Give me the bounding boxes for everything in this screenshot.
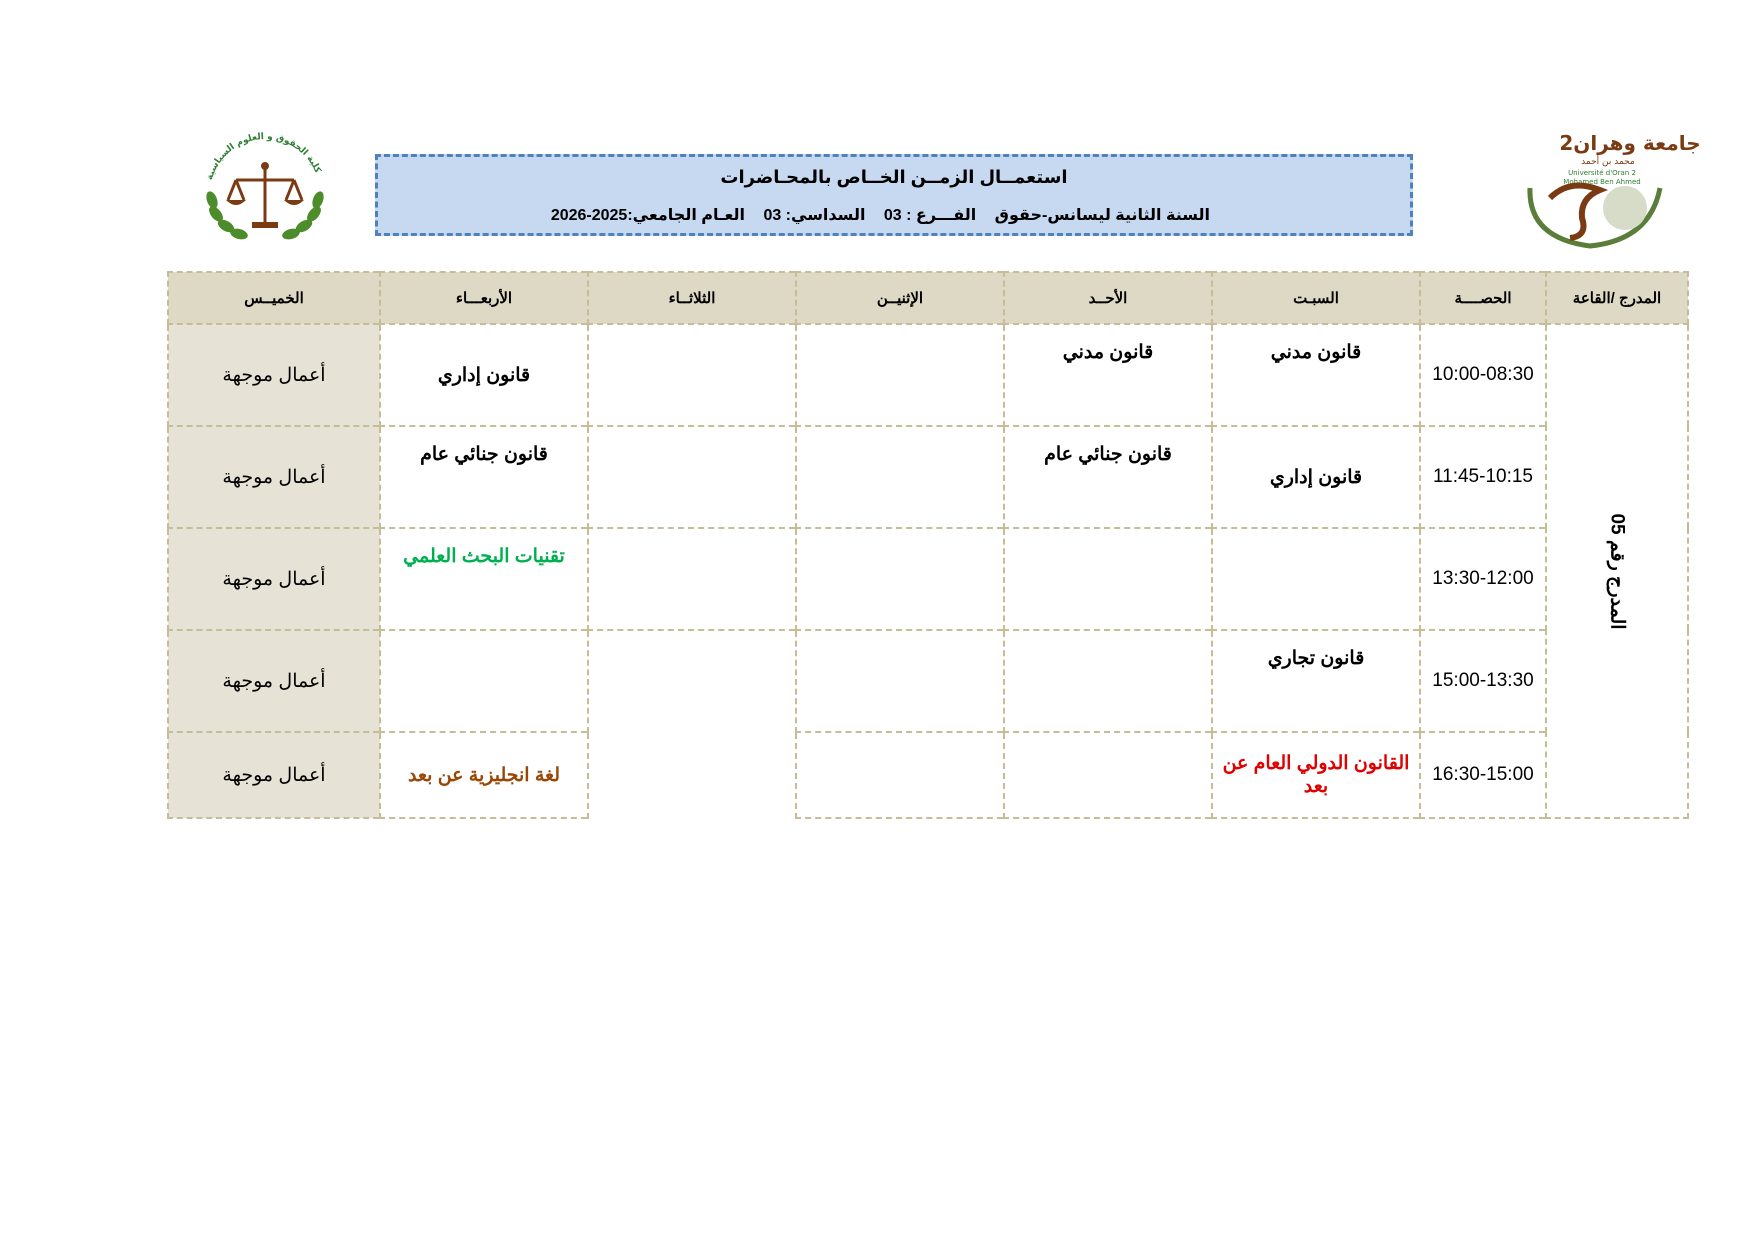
academic-year-label: العـام الجامعي:2025-2026 [550,207,745,224]
wednesday-cell: قانون جنائي عام [380,426,588,528]
hall-cell [1546,324,1688,818]
university-logo-subcaption: محمد بن أحمد [1581,157,1635,167]
thursday-cell: أعمال موجهة [168,426,380,528]
saturday-cell: القانون الدولي العام عن بعد [1212,732,1420,818]
col-sunday: الأحــد [1004,272,1212,324]
sunday-cell [1004,528,1212,630]
saturday-cell: قانون تجاري [1212,630,1420,732]
col-period: الحصــــة [1420,272,1546,324]
sunday-cell: قانون جنائي عام [1004,426,1212,528]
col-hall: المدرج /القاعة [1546,272,1688,324]
faculty-logo-caption: كلية الحقوق و العلوم السياسية [204,131,323,182]
wednesday-cell: قانون إداري [380,324,588,426]
period-cell: 11:45-10:15 [1420,426,1546,528]
tuesday-cell [588,426,796,528]
thursday-cell: أعمال موجهة [168,630,380,732]
saturday-cell [1212,528,1420,630]
level-label: السنة الثانية ليسانس-حقوق [994,207,1210,224]
wednesday-cell: لغة انجليزية عن بعد [380,732,588,818]
saturday-cell: قانون مدني [1212,324,1420,426]
sunday-cell: قانون مدني [1004,324,1212,426]
timetable [167,271,1689,819]
period-cell: 10:00-08:30 [1420,324,1546,426]
faculty-logo [196,128,334,248]
monday-cell [796,324,1004,426]
timetable-header-row [168,272,1688,324]
col-saturday: السبـت [1212,272,1420,324]
thursday-cell: أعمال موجهة [168,324,380,426]
period-cell: 13:30-12:00 [1420,528,1546,630]
col-wednesday: الأربعـــاء [380,272,588,324]
wednesday-cell [380,630,588,732]
schedule-header [375,154,1413,236]
monday-cell [796,528,1004,630]
table-row [168,528,1688,630]
table-row [168,426,1688,528]
table-row [168,630,1688,732]
branch-label: الفـــرع : 03 [883,207,977,224]
table-row [168,324,1688,426]
table-row [168,732,1688,818]
monday-cell [796,630,1004,732]
wednesday-cell: تقنيات البحث العلمي [380,528,588,630]
period-cell: 15:00-13:30 [1420,630,1546,732]
tuesday-cell [588,732,796,818]
university-logo-latin-2: Mohamed Ben Ahmed [1563,178,1641,186]
thursday-cell: أعمال موجهة [168,528,380,630]
university-logo-latin-1: Université d'Oran 2 [1568,169,1636,177]
monday-cell [796,426,1004,528]
sunday-cell [1004,630,1212,732]
sunday-cell [1004,732,1212,818]
col-monday: الإثنيــن [796,272,1004,324]
tuesday-cell [588,324,796,426]
tuesday-cell [588,630,796,732]
university-logo [1510,128,1701,254]
period-cell: 16:30-15:00 [1420,732,1546,818]
hall-value: المدرج رقم 05 [1606,512,1628,630]
thursday-cell: أعمال موجهة [168,732,380,818]
col-tuesday: الثلاثــاء [588,272,796,324]
tuesday-cell [588,528,796,630]
saturday-cell: قانون إداري [1212,426,1420,528]
monday-cell [796,732,1004,818]
col-thursday: الخميــس [168,272,380,324]
semester-label: السداسي: 03 [763,207,866,224]
university-logo-caption: جامعة وهران2 [1559,131,1701,155]
schedule-title: استعمــال الزمــن الخــاص بالمحـاضرات [720,167,1068,187]
schedule-subtitle [537,205,1210,225]
